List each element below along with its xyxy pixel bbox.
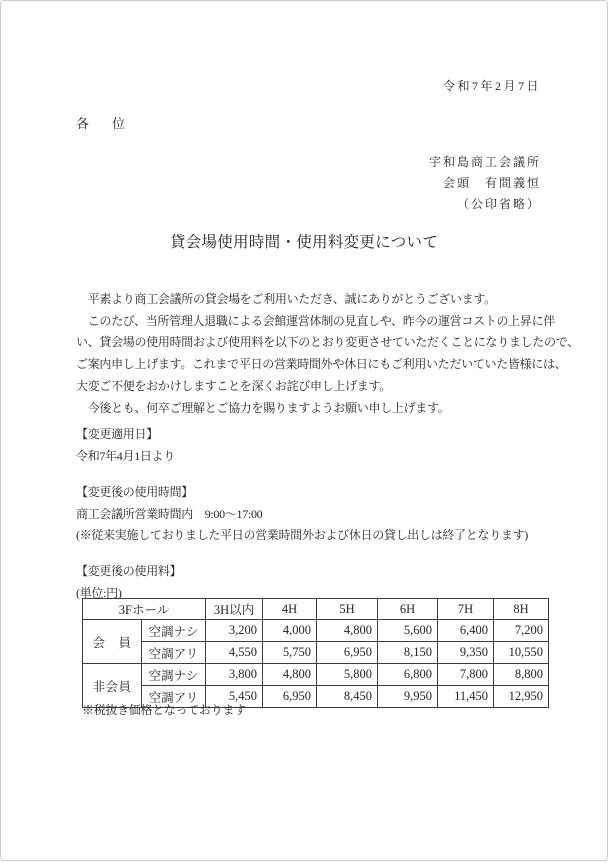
- body-line: 今後とも、何卒ご理解とご協力を賜りますようお願い申し上げます。: [76, 400, 450, 415]
- price-cell: 5,600: [378, 620, 438, 642]
- duration-header-cell: 7H: [438, 599, 494, 620]
- aircon-option-cell: 空調ナシ: [142, 664, 206, 686]
- aircon-option-cell: 空調アリ: [142, 686, 206, 708]
- price-cell: 6,950: [317, 642, 378, 664]
- price-cell: 3,800: [206, 664, 263, 686]
- body-line: 大変ご不便をおかけしますことを深くお詫び申し上げます。: [76, 378, 391, 393]
- fee-table: [82, 598, 549, 708]
- price-cell: 8,450: [317, 686, 378, 708]
- price-cell: 6,950: [263, 686, 317, 708]
- table-row: [83, 620, 549, 642]
- issue-date: 令和7年2月7日: [442, 79, 541, 93]
- hall-name-header-cell: 3Fホール: [83, 599, 206, 620]
- price-cell: 4,800: [263, 664, 317, 686]
- body-line: 平素より商工会議所の貸会場をご利用いただき、誠にありがとうございます。: [76, 292, 496, 306]
- effective-date-value: 令和7年4月1日より: [76, 448, 176, 463]
- price-cell: 4,550: [206, 642, 263, 664]
- member-type-cell: 非会員: [83, 664, 142, 708]
- price-cell: 8,800: [494, 664, 549, 686]
- unit-label: (単位:円): [76, 585, 122, 600]
- duration-header-cell: 8H: [494, 599, 549, 620]
- seal-omission-note: （公印省略）: [456, 197, 541, 211]
- price-cell: 4,000: [263, 620, 317, 642]
- usage-hours-value: 商工会議所営業時間内 9:00〜17:00: [76, 506, 263, 521]
- duration-header-cell: 4H: [263, 599, 317, 620]
- table-row: [83, 642, 549, 664]
- usage-hours-note: (※従来実施しておりました平日の営業時間外および休日の貸し出しは終了となります): [76, 528, 528, 543]
- section-usage-hours: [76, 482, 528, 547]
- aircon-option-cell: 空調アリ: [142, 642, 206, 664]
- table-row: [83, 664, 549, 686]
- fee-table-header-row: [83, 599, 549, 620]
- document-title: 貸会場使用時間・使用料変更について: [169, 234, 439, 251]
- section-heading: 【変更後の使用料】: [76, 564, 182, 578]
- price-cell: 5,800: [317, 664, 378, 686]
- price-cell: 6,400: [438, 620, 494, 642]
- section-effective-date: [76, 424, 175, 467]
- sender-president: 会頭 有間義恒: [442, 176, 541, 190]
- tax-note: ※税抜き価格となっております: [82, 703, 246, 717]
- body-line: ご案内申し上げます。これまで平日の営業時間外や休日にもご利用いただいていた皆様には、: [76, 357, 567, 372]
- sender-organization: 宇和島商工会議所: [428, 155, 541, 169]
- body-paragraph: [76, 289, 579, 419]
- price-cell: 7,200: [494, 620, 549, 642]
- duration-header-cell: 5H: [317, 599, 378, 620]
- price-cell: 9,350: [438, 642, 494, 664]
- price-cell: 3,200: [206, 620, 263, 642]
- member-type-cell: 会 員: [83, 620, 142, 664]
- body-line: い、貸会場の使用時間および使用料を以下のとおり変更させていただくことになりましたので、: [76, 335, 579, 350]
- price-cell: 4,800: [317, 620, 378, 642]
- price-cell: 10,550: [494, 642, 549, 664]
- price-cell: 6,800: [378, 664, 438, 686]
- price-cell: 5,750: [263, 642, 317, 664]
- price-cell: 8,150: [378, 642, 438, 664]
- price-cell: 11,450: [438, 686, 494, 708]
- price-cell: 9,950: [378, 686, 438, 708]
- section-heading: 【変更適用日】: [76, 427, 158, 441]
- price-cell: 12,950: [494, 686, 549, 708]
- duration-header-cell: 3H以内: [206, 599, 263, 620]
- duration-header-cell: 6H: [378, 599, 438, 620]
- body-line: このたび、当所管理人退職による会館運営体制の見直しや、昨今の運営コストの上昇に伴: [76, 313, 555, 328]
- sender-block: [429, 152, 541, 215]
- price-cell: 5,450: [206, 686, 263, 708]
- recipient-label: 各 位: [76, 116, 131, 131]
- section-heading: 【変更後の使用時間】: [76, 485, 194, 499]
- price-cell: 7,800: [438, 664, 494, 686]
- aircon-option-cell: 空調ナシ: [142, 620, 206, 642]
